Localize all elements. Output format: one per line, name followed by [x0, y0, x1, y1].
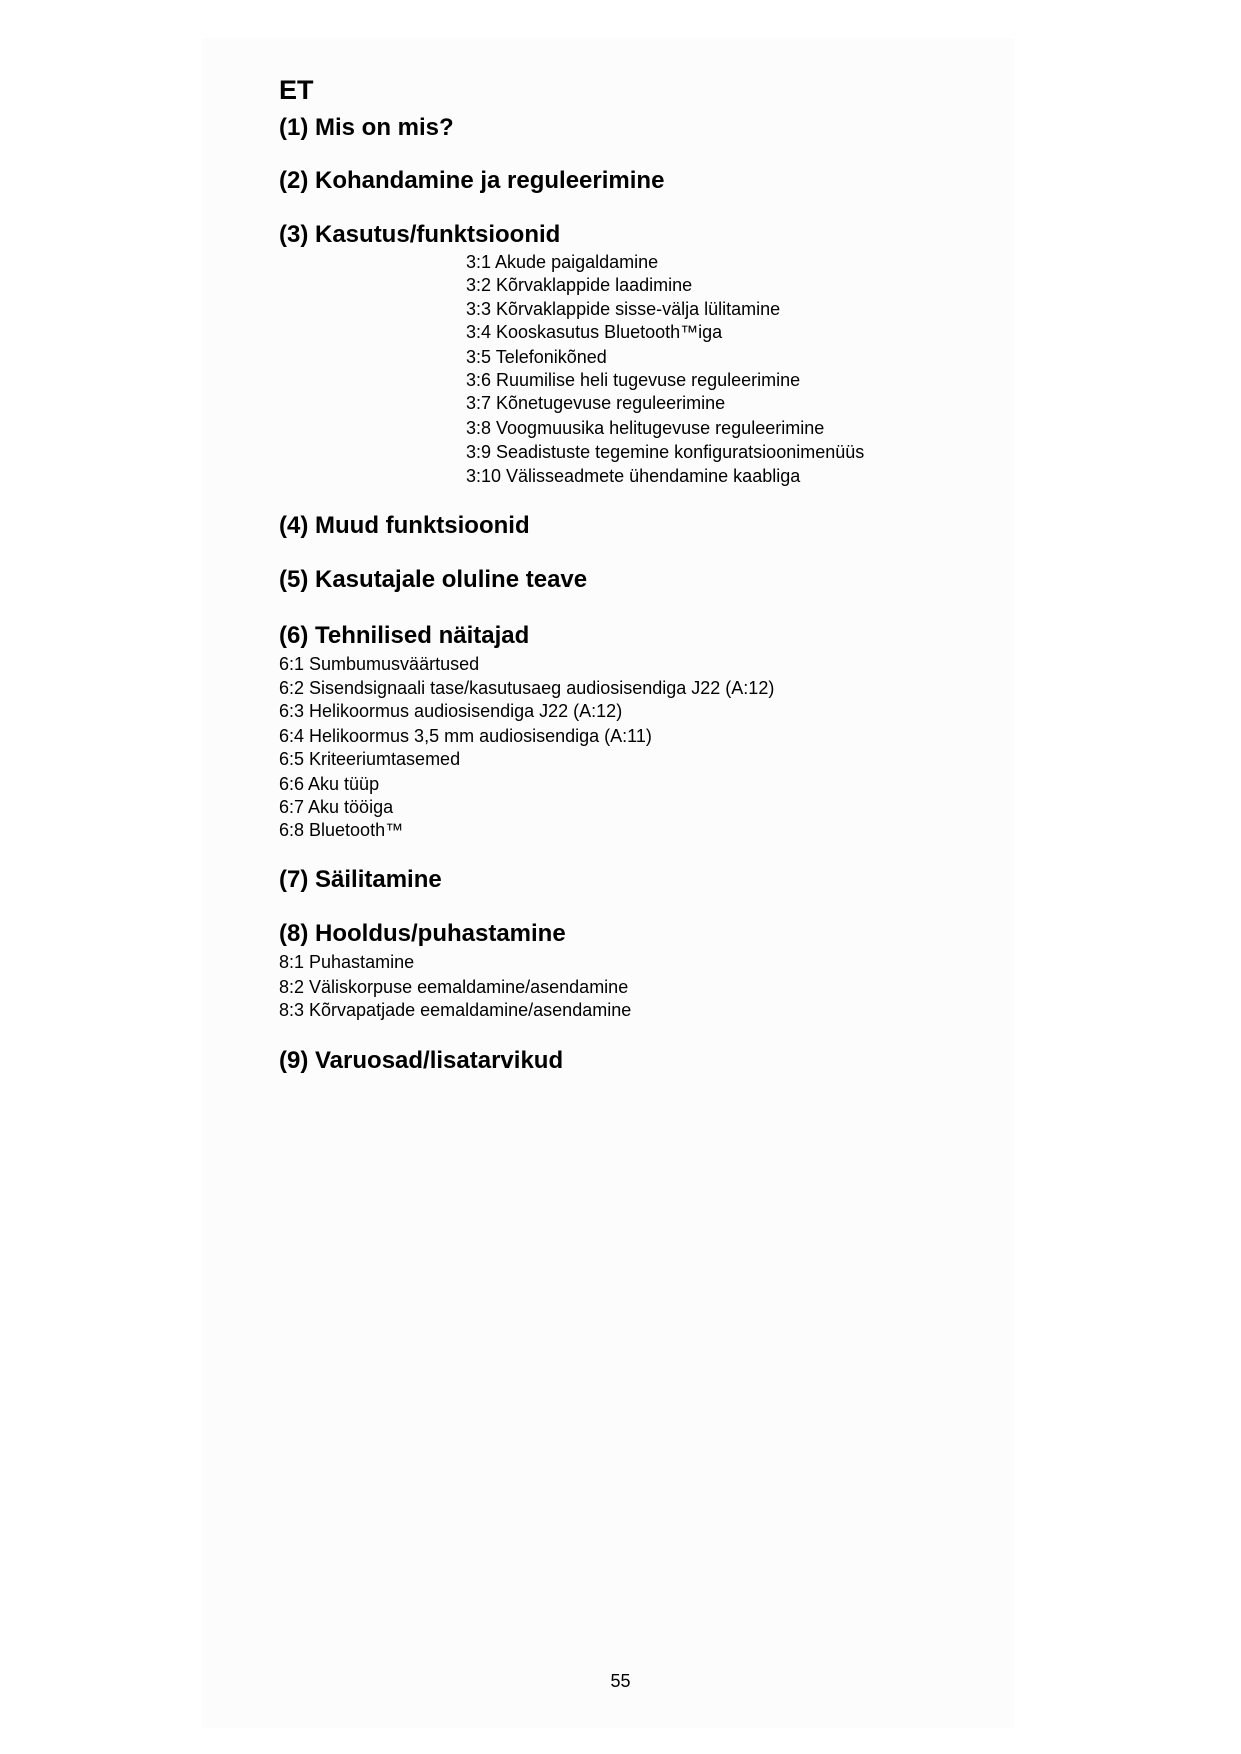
toc-item-8-3: 8:3 Kõrvapatjade eemaldamine/asendamine — [279, 1000, 632, 1020]
heading-section-6: (6) Tehnilised näitajad — [279, 622, 530, 649]
toc-item-8-1: 8:1 Puhastamine — [279, 952, 415, 972]
toc-item-6-3: 6:3 Helikoormus audiosisendiga J22 (A:12) — [279, 701, 623, 721]
toc-item-3-10: 3:10 Välisseadmete ühendamine kaabliga — [466, 466, 801, 486]
heading-section-2: (2) Kohandamine ja reguleerimine — [279, 167, 665, 194]
toc-item-6-8: 6:8 Bluetooth™ — [279, 820, 404, 840]
toc-item-3-4: 3:4 Kooskasutus Bluetooth™iga — [466, 322, 723, 342]
toc-item-3-3: 3:3 Kõrvaklappide sisse-välja lülitamine — [466, 299, 781, 319]
heading-section-5: (5) Kasutajale oluline teave — [279, 566, 588, 593]
heading-section-4: (4) Muud funktsioonid — [279, 512, 530, 539]
toc-item-6-5: 6:5 Kriteeriumtasemed — [279, 749, 461, 769]
toc-item-6-6: 6:6 Aku tüüp — [279, 774, 380, 794]
heading-section-7: (7) Säilitamine — [279, 866, 442, 893]
toc-item-3-9: 3:9 Seadistuste tegemine konfiguratsioonimenüüs — [466, 442, 865, 462]
toc-item-6-2: 6:2 Sisendsignaali tase/kasutusaeg audiosisendiga J22 (A:12) — [279, 678, 775, 698]
toc-item-3-5: 3:5 Telefonikõned — [466, 347, 607, 367]
toc-item-8-2: 8:2 Väliskorpuse eemaldamine/asendamine — [279, 977, 629, 997]
heading-section-1: (1) Mis on mis? — [279, 114, 454, 141]
toc-item-6-4: 6:4 Helikoormus 3,5 mm audiosisendiga (A:11) — [279, 726, 652, 746]
heading-section-9: (9) Varuosad/lisatarvikud — [279, 1047, 564, 1074]
toc-item-3-8: 3:8 Voogmuusika helitugevuse reguleerimine — [466, 418, 825, 438]
toc-item-3-2: 3:2 Kõrvaklappide laadimine — [466, 275, 693, 295]
toc-item-6-7: 6:7 Aku tööiga — [279, 797, 394, 817]
language-code: ET — [279, 75, 314, 105]
toc-item-3-7: 3:7 Kõnetugevuse reguleerimine — [466, 393, 726, 413]
toc-item-3-6: 3:6 Ruumilise heli tugevuse reguleerimine — [466, 370, 801, 390]
toc-item-3-1: 3:1 Akude paigaldamine — [466, 252, 659, 272]
page-number: 55 — [610, 1671, 631, 1691]
toc-item-6-1: 6:1 Sumbumusväärtused — [279, 654, 480, 674]
heading-section-8: (8) Hooldus/puhastamine — [279, 920, 566, 947]
heading-section-3: (3) Kasutus/funktsioonid — [279, 221, 561, 248]
